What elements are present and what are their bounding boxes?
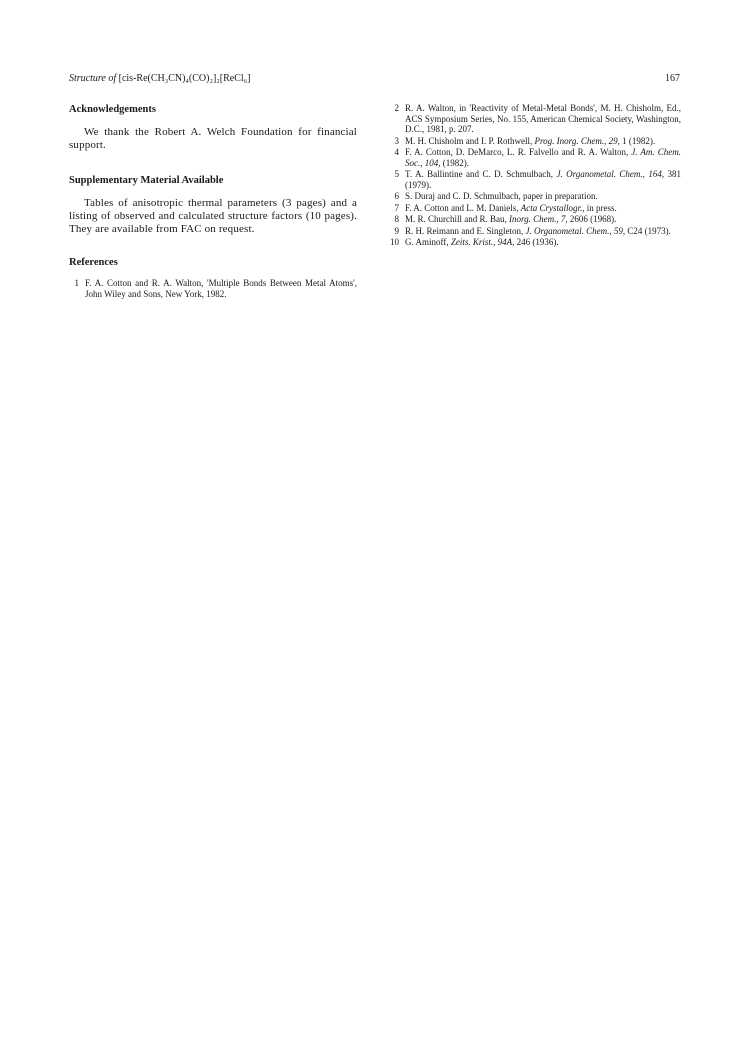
reference-journal: Acta Crystallogr.,	[520, 202, 585, 213]
reference-number: 2	[394, 103, 399, 113]
reference-item	[389, 237, 681, 248]
references-heading: References	[69, 257, 118, 268]
reference-text: F. A. Cotton and L. M. Daniels,	[405, 202, 521, 213]
reference-text: R. A. Walton, in 'Reactivity of Metal-Metal Bonds', M. H. Chisholm, Ed., ACS Symposium Series, No. 155, American Chemical Society, Washington, D.C., 1981, p. 207.	[405, 103, 681, 134]
reference-text: M. H. Chisholm and I. P. Rothwell,	[405, 135, 535, 146]
acknowledgements-text: We thank the Robert A. Welch Foundation for financial support.	[69, 126, 357, 151]
reference-item	[389, 169, 681, 190]
left-column	[69, 103, 357, 300]
references-section	[69, 256, 357, 299]
reference-volume: 94A,	[497, 237, 515, 247]
reference-number: 7	[394, 202, 399, 213]
reference-number: 3	[394, 135, 399, 146]
reference-journal: J. Organometal. Chem.,	[556, 169, 645, 179]
reference-volume: 104,	[424, 157, 441, 168]
reference-text: G. Aminoff,	[405, 237, 451, 247]
reference-journal: Inorg. Chem.,	[509, 214, 559, 224]
reference-number: 6	[394, 191, 399, 201]
reference-volume: 59,	[613, 225, 626, 236]
reference-number: 1	[74, 278, 79, 288]
reference-journal: Zeits. Krist.,	[450, 237, 496, 247]
page-number: 167	[665, 73, 680, 84]
running-head-prefix: Structure of	[69, 73, 117, 84]
reference-journal: J. Am. Chem. Soc.,	[405, 147, 681, 168]
reference-item	[389, 226, 681, 237]
reference-item	[389, 203, 681, 214]
right-column	[389, 103, 681, 249]
reference-number: 5	[394, 169, 399, 179]
references-list-right	[389, 103, 681, 248]
reference-journal: Prog. Inorg. Chem.,	[534, 135, 607, 146]
supplementary-heading: Supplementary Material Available	[69, 175, 224, 186]
references-list-left	[69, 278, 357, 299]
reference-tail: C24 (1973).	[625, 225, 671, 236]
reference-item	[389, 191, 681, 202]
reference-number: 9	[394, 225, 399, 236]
reference-text: S. Duraj and C. D. Schmulbach, paper in preparation.	[405, 191, 598, 201]
reference-tail: 381 (1979).	[405, 169, 682, 190]
reference-text: R. H. Reimann and E. Singleton,	[405, 225, 526, 236]
reference-item	[389, 103, 681, 135]
running-head	[69, 73, 681, 84]
reference-tail: (1982).	[440, 157, 469, 168]
reference-tail: 246 (1936).	[514, 237, 559, 247]
reference-tail: in press.	[584, 202, 617, 213]
reference-volume: 29,	[608, 135, 620, 146]
reference-number: 10	[390, 237, 399, 247]
reference-volume: 164,	[648, 169, 665, 179]
reference-item	[389, 147, 681, 168]
reference-number: 8	[394, 214, 399, 224]
reference-tail: 2606 (1968).	[567, 214, 617, 224]
reference-journal: J. Organometal. Chem.,	[525, 225, 612, 236]
acknowledgements-heading: Acknowledgements	[69, 104, 156, 115]
reference-item	[389, 214, 681, 225]
reference-item	[389, 136, 681, 147]
running-head-formula: [cis-Re(CH₃CN)₄(CO)₂]₂[ReCl₆]	[118, 73, 251, 84]
reference-text: F. A. Cotton, D. DeMarco, L. R. Falvello and R. A. Walton,	[405, 147, 632, 157]
reference-text: T. A. Ballintine and C. D. Schmulbach,	[405, 169, 557, 179]
supplementary-section	[69, 174, 357, 236]
supplementary-text: Tables of anisotropic thermal parameters (3 pages) and a listing of observed and calculated structure factors (10 pages). They are available from FAC on request.	[69, 197, 357, 235]
reference-item	[69, 278, 357, 299]
reference-text: F. A. Cotton and R. A. Walton, 'Multiple Bonds Between Metal Atoms', John Wiley and Sons, New York, 1982.	[85, 278, 357, 299]
acknowledgements-section	[69, 103, 357, 152]
reference-tail: 1 (1982).	[619, 135, 656, 146]
reference-number: 4	[394, 147, 399, 157]
reference-volume: 7,	[560, 214, 568, 224]
reference-text: M. R. Churchill and R. Bau,	[405, 214, 509, 224]
